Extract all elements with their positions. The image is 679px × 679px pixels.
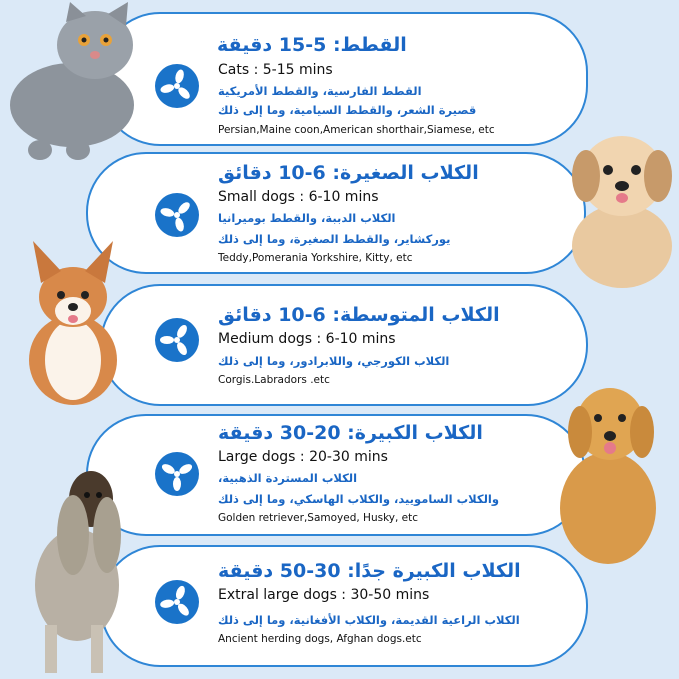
- cat-photo: [0, 0, 150, 170]
- corgi-photo: [15, 235, 125, 415]
- row-desc-ar-2: قصيرة الشعر، والقطط السيامية، وما إلى ذلك: [218, 103, 477, 117]
- fan-icon: [155, 452, 199, 496]
- fan-icon: [155, 580, 199, 624]
- row-desc-ar-1: الكلاب الدببة، والقطط بوميرانيا: [218, 211, 396, 225]
- row-desc-en: Persian,Maine coon,American shorthair,Siamese, etc: [218, 124, 495, 136]
- afghan-hound-photo: [15, 465, 135, 677]
- row-title-en: Cats : 5-15 mins: [218, 62, 333, 78]
- row-title-en: Large dogs : 20-30 mins: [218, 449, 388, 465]
- row-title-en: Small dogs : 6-10 mins: [218, 189, 379, 205]
- row-desc-en: Corgis.Labradors .etc: [218, 374, 330, 386]
- row-desc-ar-2: يوركشاير، والقطط الصغيرة، وما إلى ذلك: [218, 232, 451, 246]
- row-title-ar: الكلاب الكبيرة جدًا: 30-50 دقيقة: [218, 560, 521, 582]
- row-desc-en: Teddy,Pomerania Yorkshire, Kitty, etc: [218, 252, 413, 264]
- fan-icon: [155, 64, 199, 108]
- fan-icon: [155, 318, 199, 362]
- row-title-en: Extral large dogs : 30-50 mins: [218, 587, 430, 603]
- row-desc-en: Golden retriever,Samoyed, Husky, etc: [218, 512, 419, 524]
- row-title-ar: الكلاب المتوسطة: 6-10 دقائق: [218, 304, 500, 326]
- row-title-ar: القطط: 5-15 دقيقة: [217, 34, 407, 56]
- fan-icon: [155, 193, 199, 237]
- row-desc-ar-1: الكلاب الكورجي، واللابرادور، وما إلى ذلك: [218, 354, 450, 368]
- row-title-ar: الكلاب الكبيرة: 20-30 دقيقة: [218, 422, 483, 444]
- row-desc-ar-2: والكلاب الساموييد، والكلاب الهاسكي، وما إلى ذلك: [218, 492, 500, 506]
- row-desc-ar-1: الكلاب المستردة الذهبية،: [218, 471, 358, 485]
- row-desc-ar-1: القطط الفارسية، والقطط الأمريكية: [218, 84, 422, 98]
- row-desc-ar-1: الكلاب الراعية القديمة، والكلاب الأفغانية، وما إلى ذلك: [218, 613, 520, 627]
- row-desc-en: Ancient herding dogs, Afghan dogs.etc: [218, 633, 422, 645]
- row-title-ar: الكلاب الصغيرة: 6-10 دقائق: [218, 162, 479, 184]
- golden-retriever-photo: [538, 378, 679, 568]
- row-title-en: Medium dogs : 6-10 mins: [218, 331, 396, 347]
- small-dog-photo: [560, 118, 679, 293]
